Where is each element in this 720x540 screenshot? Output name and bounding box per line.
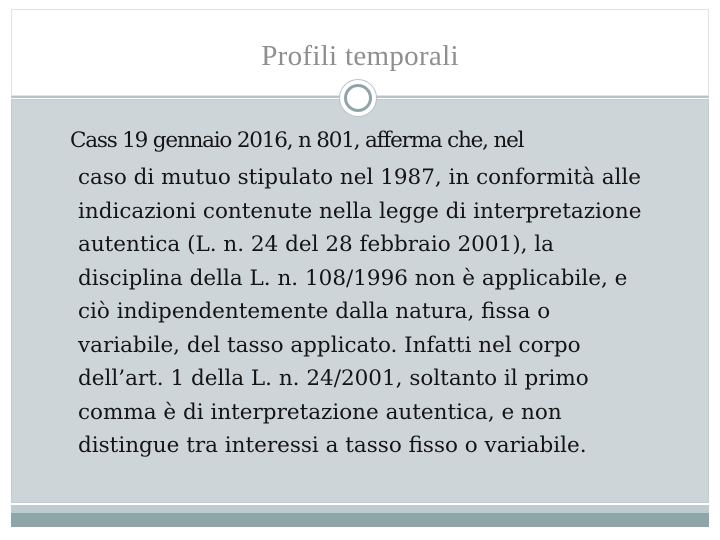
text-line: disciplina della L. n. 108/1996 non è applicabile, e	[78, 265, 628, 291]
text-line: distingue tra interessi a tasso fisso o variabile.	[78, 433, 587, 458]
text-line: caso di mutuo stipulato nel 1987, in conformità alle	[78, 165, 641, 190]
text-line: dell’art. 1 della L. n. 24/2001, soltanto il primo	[78, 366, 589, 391]
slide-title: Profili temporali	[261, 40, 459, 72]
text-line: ciò indipendentemente dalla natura, fissa o	[78, 299, 551, 324]
ring-ornament-icon	[339, 79, 377, 117]
text-line: indicazioni contenute nella legge di interpretazione	[78, 198, 642, 224]
text-line: variabile, del tasso applicato. Infatti nel corpo	[78, 332, 581, 358]
first-text-line: Cass 19 gennaio 2016, n 801, afferma che, nel	[70, 128, 524, 153]
body-text	[78, 161, 698, 463]
text-line: autentica (L. n. 24 del 28 febbraio 2001), la	[78, 232, 554, 257]
text-line: comma è di interpretazione autentica, e non	[78, 399, 562, 425]
footer-band-dark	[11, 513, 709, 527]
footer-band-light	[11, 505, 709, 513]
